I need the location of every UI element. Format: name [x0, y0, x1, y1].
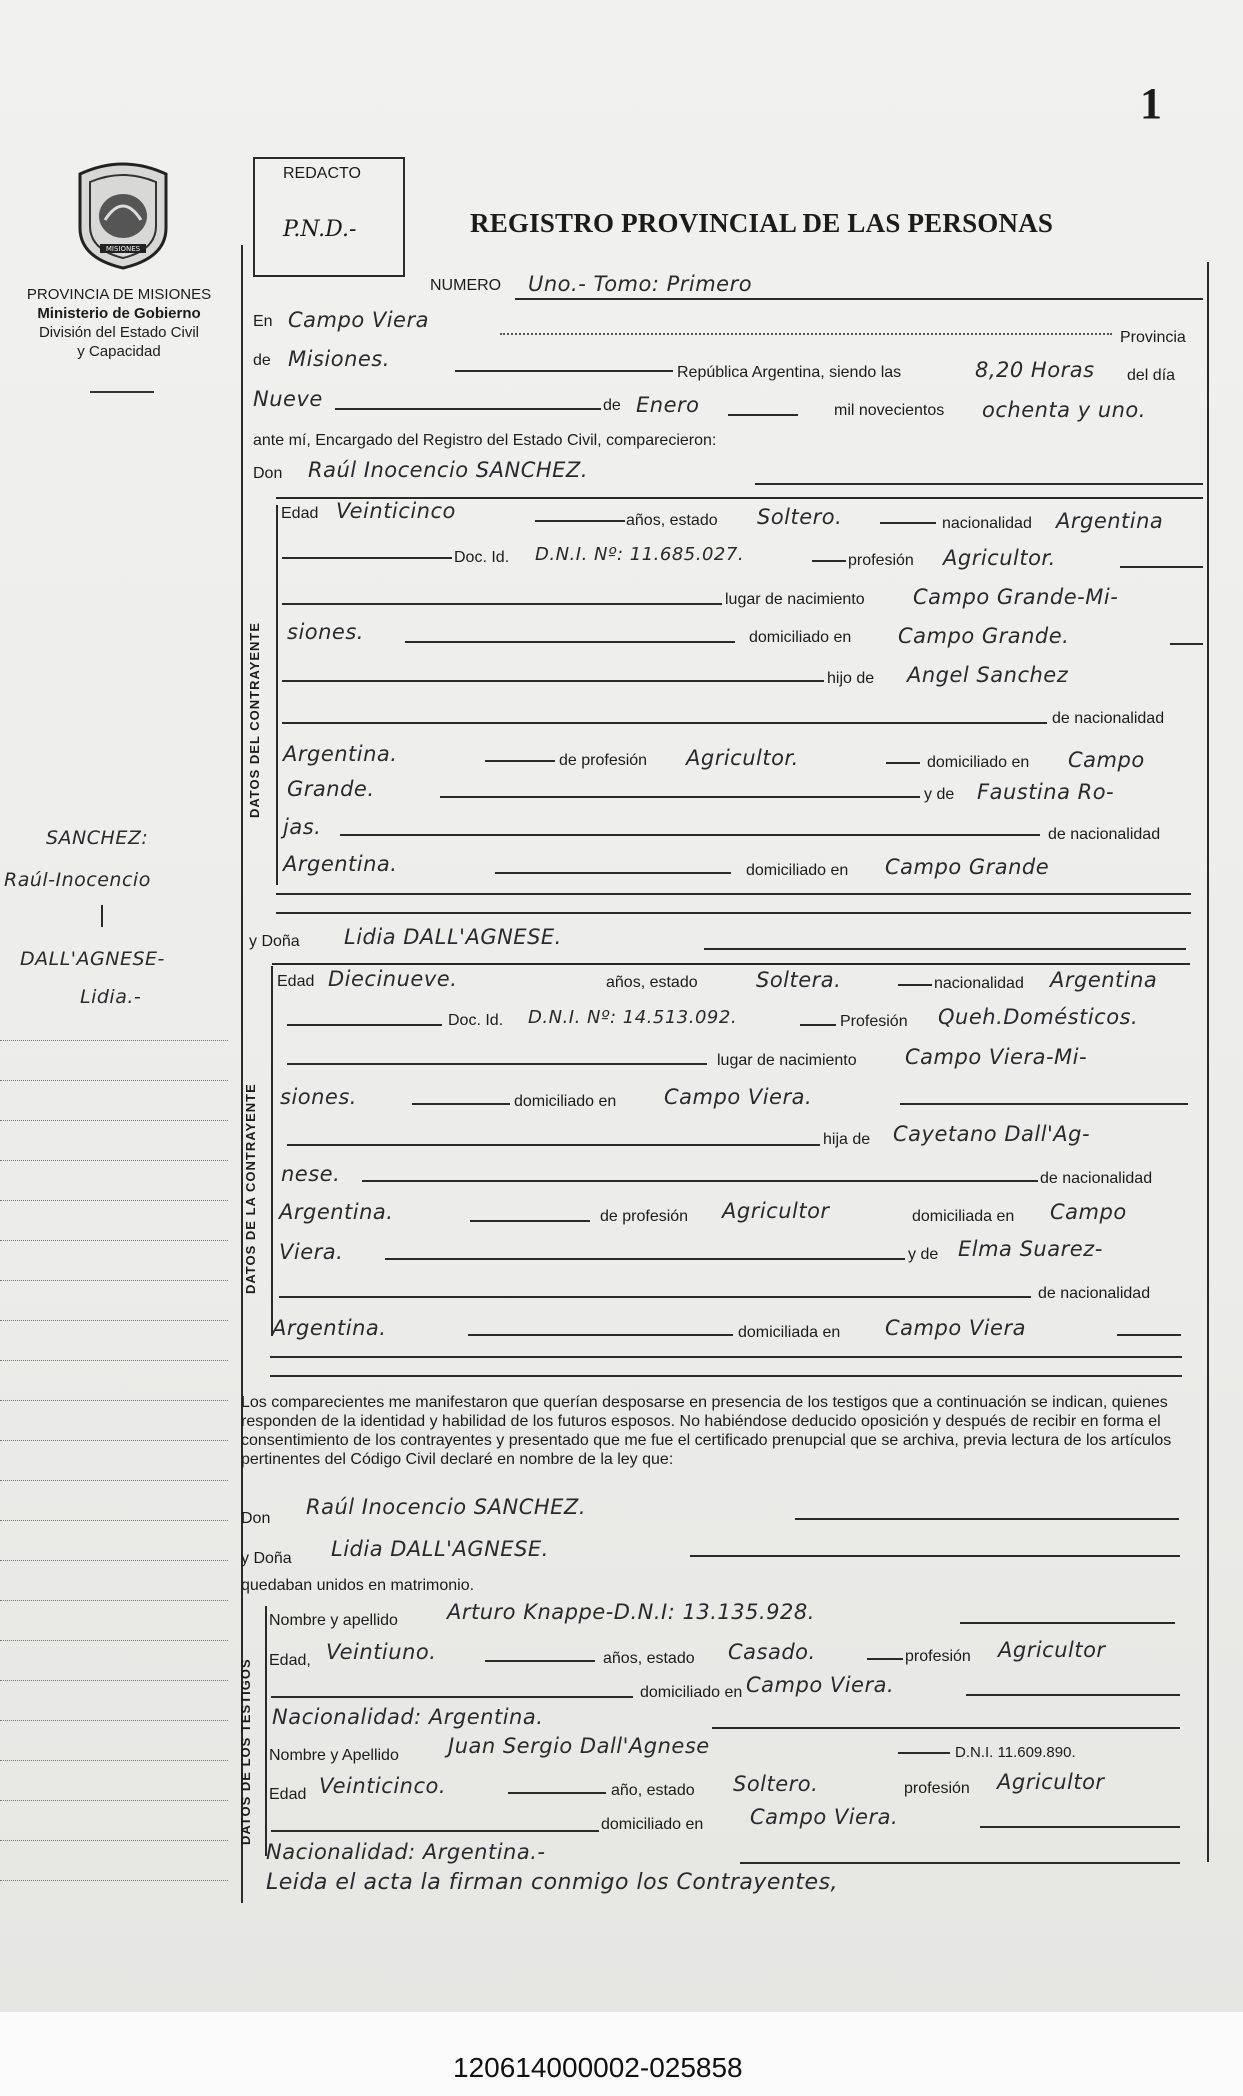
w1-anos-label: años, estado [603, 1650, 695, 1667]
field-line [271, 1830, 599, 1832]
field-line [898, 984, 932, 986]
ledger-line [0, 1280, 228, 1281]
field-line [535, 520, 625, 522]
de-mes-label: de [603, 397, 621, 414]
groom-mother-dom: Campo Grande [885, 855, 1050, 879]
field-line [455, 370, 673, 372]
decl-don-label: Don [241, 1510, 271, 1527]
groom-prof: Agricultor. [943, 546, 1056, 570]
decl-dona-value: Lidia DALL'AGNESE. [331, 1537, 549, 1561]
field-line [468, 1334, 733, 1336]
division-label: División del Estado Civil [38, 324, 200, 341]
section-rule [276, 505, 278, 885]
field-line [282, 603, 722, 605]
divider [90, 391, 154, 393]
groom-father-dom-2: Grande. [287, 777, 375, 801]
groom-mother-nac: Argentina. [283, 852, 398, 876]
witnesses-section-label: DATOS DE LOS TESTIGOS [238, 1658, 253, 1845]
field-line [712, 1727, 1180, 1729]
don-label: Don [253, 465, 283, 482]
field-line [335, 408, 601, 410]
w2-name: Juan Sergio Dall'Agnese [448, 1734, 710, 1758]
field-line [412, 1103, 510, 1105]
field-line [385, 1258, 905, 1260]
bride-prof2-label: de profesión [600, 1208, 689, 1225]
field-line [966, 1694, 1180, 1696]
groom-mother: Faustina Ro- [977, 780, 1115, 804]
groom-father: Angel Sanchez [907, 663, 1069, 687]
field-line [340, 834, 1040, 836]
ledger-line [0, 1200, 228, 1201]
groom-father-nac: Argentina. [283, 742, 398, 766]
ledger-line [0, 1680, 228, 1681]
field-line [800, 1024, 836, 1026]
crest-text: MISIONES [105, 245, 141, 253]
w1-edad-label: Edad, [269, 1652, 311, 1669]
margin-note: Lidia.- [80, 986, 142, 1008]
w1-edad: Veintiuno. [326, 1640, 437, 1664]
bride-nac-label: nacionalidad [934, 975, 1024, 992]
ledger-line [0, 1400, 228, 1401]
ledger-line [0, 1320, 228, 1321]
w2-prof-label: profesión [904, 1780, 970, 1797]
ledger-line [0, 1080, 228, 1081]
groom-edad-label: Edad [281, 505, 319, 522]
w1-prof: Agricultor [998, 1638, 1106, 1662]
groom-yde-label: y de [924, 786, 955, 803]
w2-dom-label: domiciliado en [601, 1816, 704, 1833]
field-line [287, 1063, 707, 1065]
section-rule [271, 966, 273, 1336]
bride-dom2-label: domiciliada en [912, 1208, 1015, 1225]
groom-prof-label: profesión [848, 552, 914, 569]
field-line [980, 1826, 1180, 1828]
field-line [282, 557, 452, 559]
bride-father-dom-2: Viera. [279, 1240, 344, 1264]
groom-dom2-label: domiciliado en [927, 754, 1030, 771]
w1-nac: Nacionalidad: Argentina. [272, 1705, 544, 1729]
groom-nac-label: nacionalidad [942, 515, 1032, 532]
field-line [704, 948, 1186, 950]
ledger-line [0, 1720, 228, 1721]
unidos-text: quedaban unidos en matrimonio. [241, 1577, 475, 1594]
province-label: PROVINCIA DE MISIONES [26, 286, 212, 303]
bride-father-dom: Campo [1050, 1200, 1127, 1224]
field-line [1120, 566, 1203, 568]
w1-estado: Casado. [728, 1640, 816, 1664]
footer-bar [0, 2012, 1243, 2096]
w2-dom: Campo Viera. [750, 1805, 899, 1829]
groom-doc-label: Doc. Id. [454, 549, 510, 566]
field-line [282, 722, 1047, 724]
field-line [272, 963, 1190, 965]
groom-edad: Veinticinco [336, 499, 456, 523]
ledger-line [0, 1880, 228, 1881]
field-line [508, 1792, 606, 1794]
bride-edad-label: Edad [277, 973, 315, 990]
field-line [960, 1622, 1175, 1624]
bride-nac3-label: de nacionalidad [1038, 1285, 1151, 1302]
margin-note-mark [101, 905, 103, 927]
groom-father-dom: Campo [1068, 748, 1145, 772]
redacto-value: P.N.D.- [283, 217, 357, 242]
province-crest-icon [70, 158, 176, 270]
ledger-line [0, 1600, 228, 1601]
field-line [276, 912, 1191, 914]
republica-text: República Argentina, siendo las [677, 364, 902, 381]
field-line [812, 560, 846, 562]
field-line [500, 333, 1112, 335]
bride-father: Cayetano Dall'Ag- [893, 1122, 1091, 1146]
ledger-line [0, 1120, 228, 1121]
ledger-line [0, 1760, 228, 1761]
en-value: Campo Viera [288, 308, 429, 332]
ledger-line [0, 1520, 228, 1521]
bride-nac: Argentina [1050, 968, 1158, 992]
field-line [898, 1752, 950, 1754]
bride-yde-label: y de [908, 1246, 939, 1263]
bride-nac2-label: de nacionalidad [1040, 1170, 1153, 1187]
ministry-label: Ministerio de Gobierno [37, 305, 201, 322]
bride-lugar-2: siones. [280, 1085, 357, 1109]
bride-prof-label: Profesión [840, 1013, 908, 1030]
margin-note: DALL'AGNESE- [20, 948, 165, 970]
en-label: En [253, 313, 273, 330]
ledger-line [0, 1440, 228, 1441]
field-line [270, 1356, 1182, 1358]
field-line [405, 641, 735, 643]
field-line [485, 1660, 595, 1662]
bride-anos-label: años, estado [606, 974, 698, 991]
field-line [495, 872, 731, 874]
w1-name: Arturo Knappe-D.N.I: 13.135.928. [447, 1600, 815, 1624]
groom-nac3-label: de nacionalidad [1048, 826, 1161, 843]
horas-value: 8,20 Horas [975, 358, 1095, 382]
w1-dom-label: domiciliado en [640, 1684, 743, 1701]
w2-nac: Nacionalidad: Argentina.- [266, 1840, 546, 1864]
groom-dom: Campo Grande. [898, 624, 1070, 648]
decl-dona-label: y Doña [241, 1550, 292, 1567]
field-line [886, 762, 920, 764]
ledger-line [0, 1160, 228, 1161]
w2-edad: Veinticinco. [319, 1774, 447, 1798]
bride-dom-label: domiciliado en [514, 1093, 617, 1110]
field-line [276, 893, 1191, 895]
field-line [440, 796, 920, 798]
footer-code: 120614000002-025858 [453, 2052, 743, 2083]
decl-don-value: Raúl Inocencio SANCHEZ. [306, 1495, 586, 1519]
w1-label: Nombre y apellido [269, 1612, 398, 1629]
field-line [900, 1103, 1188, 1105]
bride-father-nac: Argentina. [279, 1200, 394, 1224]
bride-doc-label: Doc. Id. [448, 1012, 504, 1029]
w2-dni: D.N.I. 11.609.890. [955, 1744, 1076, 1761]
groom-section-label: DATOS DEL CONTRAYENTE [247, 621, 262, 818]
margin-note: Raúl-Inocencio [4, 869, 151, 891]
bride-name: Lidia DALL'AGNESE. [344, 925, 562, 949]
ledger-line [0, 1800, 228, 1801]
anio-value: ochenta y uno. [982, 398, 1146, 422]
w1-prof-label: profesión [905, 1648, 971, 1665]
groom-prof2-label: de profesión [559, 752, 648, 769]
w2-estado: Soltero. [733, 1772, 819, 1796]
bride-mother: Elma Suarez- [958, 1237, 1103, 1261]
margin-rule [241, 245, 243, 1903]
de-value: Misiones. [288, 347, 390, 371]
issuing-office [0, 285, 238, 361]
field-line [470, 1220, 590, 1222]
bride-mother-nac: Argentina. [272, 1316, 387, 1340]
field-line [755, 483, 1203, 485]
groom-doc: D.N.I. Nº: 11.685.027. [535, 544, 745, 565]
redacto-label: REDACTO [283, 165, 361, 182]
mes-value: Enero [636, 393, 700, 417]
bride-lugar-label: lugar de nacimiento [717, 1052, 857, 1069]
bride-estado: Soltera. [756, 968, 842, 992]
field-line [740, 1862, 1180, 1864]
page-number: 1 [1140, 79, 1162, 128]
field-line [282, 680, 824, 682]
w2-label: Nombre y Apellido [269, 1747, 399, 1764]
field-line [271, 1696, 633, 1698]
bride-dom3-label: domiciliada en [738, 1324, 841, 1341]
groom-lugar: Campo Grande-Mi- [913, 585, 1119, 609]
groom-nac2-label: de nacionalidad [1052, 710, 1165, 727]
field-line [867, 1658, 903, 1660]
field-line [485, 760, 555, 762]
bride-edad: Diecinueve. [328, 967, 458, 991]
bride-father-2: nese. [281, 1162, 341, 1186]
bride-section-label: DATOS DE LA CONTRAYENTE [243, 1083, 258, 1294]
margin-note: SANCHEZ: [46, 827, 149, 849]
field-line [1117, 1334, 1181, 1336]
groom-mother-2: jas. [283, 815, 322, 839]
declaration-text: Los comparecientes me manifestaron que querían desposarse en presencia de los testigos que a continuación se indican, quienes responden de la identidad y habilidad de los futuros esposos. No habiéndose deducido oposición y después de recibir en forma el consentimiento de los contrayentes y presentado que me fue el certificado prenupcial que se archiva, previa lectura de los artículos pertinentes del Código Civil declaré en nombre de la ley que: [241, 1394, 1172, 1468]
groom-lugar-2: siones. [287, 620, 364, 644]
bride-dom: Campo Viera. [664, 1085, 813, 1109]
de-label: de [253, 352, 271, 369]
groom-lugar-label: lugar de nacimiento [725, 591, 865, 608]
ledger-line [0, 1560, 228, 1561]
ante-text: ante mí, Encargado del Registro del Estado Civil, comparecieron: [253, 432, 717, 449]
ledger-line [0, 1840, 228, 1841]
groom-anos-label: años, estado [626, 512, 718, 529]
w2-edad-label: Edad [269, 1786, 307, 1803]
closing-text: Leida el acta la firman conmigo los Contrayentes, [266, 1870, 839, 1895]
redacto-box [253, 157, 405, 277]
field-line [795, 1518, 1179, 1520]
field-line [690, 1555, 1180, 1557]
groom-name: Raúl Inocencio SANCHEZ. [308, 458, 588, 482]
document-title: REGISTRO PROVINCIAL DE LAS PERSONAS [470, 208, 1054, 238]
field-line [728, 414, 798, 416]
ledger-line [0, 1240, 228, 1241]
bride-prof: Queh.Domésticos. [938, 1005, 1139, 1029]
groom-dom-label: domiciliado en [749, 629, 852, 646]
provincia-label: Provincia [1120, 329, 1186, 346]
mil-label: mil novecientos [834, 402, 945, 419]
bride-lugar: Campo Viera-Mi- [905, 1045, 1088, 1069]
bride-father-prof: Agricultor [722, 1199, 830, 1223]
field-line [287, 1024, 442, 1026]
field-line [270, 1375, 1182, 1377]
numero-label: NUMERO [430, 277, 502, 294]
groom-nac: Argentina [1056, 509, 1164, 533]
field-line [515, 298, 1203, 300]
groom-hijo-label: hijo de [827, 670, 875, 687]
right-rule [1207, 262, 1209, 1862]
ledger-line [0, 1480, 228, 1481]
numero-value: Uno.- Tomo: Primero [528, 272, 753, 296]
w2-anos-label: año, estado [611, 1782, 695, 1799]
w2-prof: Agricultor [997, 1770, 1105, 1794]
ledger-line [0, 1640, 228, 1641]
bride-hija-label: hija de [823, 1131, 871, 1148]
groom-estado: Soltero. [757, 505, 843, 529]
dona-label: y Doña [249, 933, 300, 950]
division-label-2: y Capacidad [77, 343, 161, 360]
section-rule [265, 1606, 267, 1856]
field-line [362, 1180, 1038, 1182]
groom-father-prof: Agricultor. [686, 746, 799, 770]
ledger-line [0, 1040, 228, 1041]
bride-mother-dom: Campo Viera [885, 1316, 1026, 1340]
w1-dom: Campo Viera. [746, 1673, 895, 1697]
ledger-line [0, 1360, 228, 1361]
field-line [1170, 643, 1203, 645]
bride-doc: D.N.I. Nº: 14.513.092. [528, 1007, 738, 1028]
groom-dom3-label: domiciliado en [746, 862, 849, 879]
del-dia-label: del día [1127, 367, 1176, 384]
dia-value: Nueve [253, 387, 323, 411]
field-line [279, 1296, 1031, 1298]
field-line [880, 522, 936, 524]
field-line [287, 1144, 820, 1146]
